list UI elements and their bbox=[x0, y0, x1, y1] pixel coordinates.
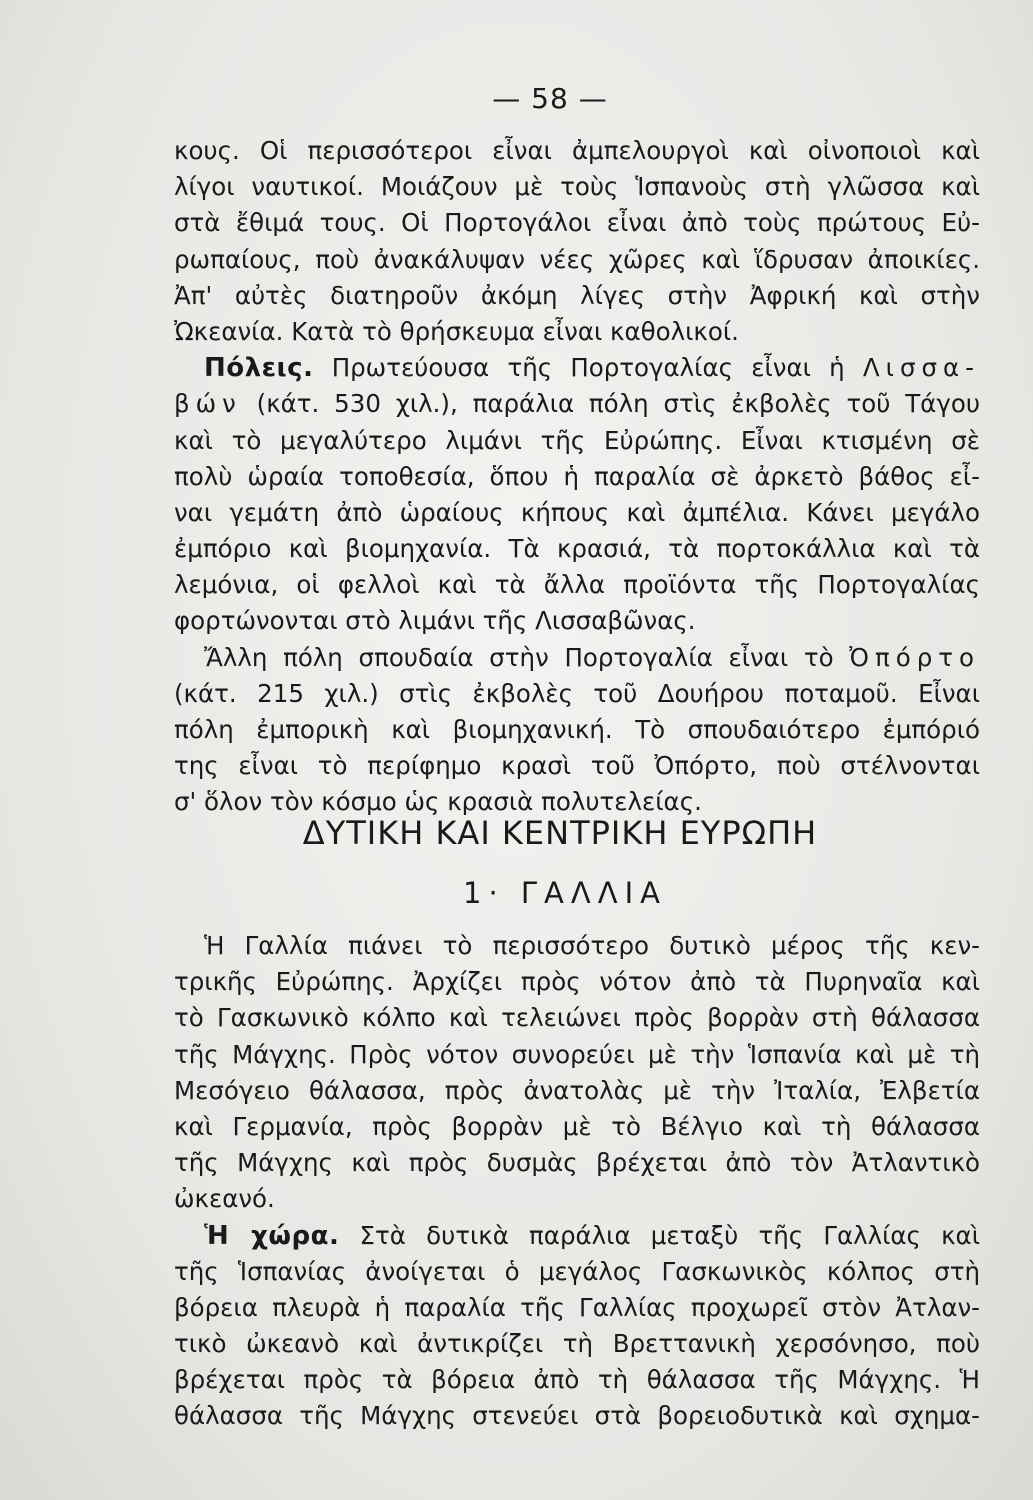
text-line: ναι γεμάτη ἀπὸ ὡραίους κήπους καὶ ἀμπέλια. Κάνει μεγάλο bbox=[174, 497, 980, 527]
text-line: στὰ ἔθιμά τους. Οἱ Πορτογάλοι εἶναι ἀπὸ τοὺς πρώτους Εὐ- bbox=[174, 208, 980, 238]
text-line bbox=[174, 350, 980, 386]
text-line: της εἶναι τὸ περίφημο κρασὶ τοῦ Ὀπόρτο, ποὺ στέλνονται bbox=[174, 751, 980, 781]
france-section bbox=[174, 928, 980, 1435]
text-line: καὶ Γερμανία, πρὸς βορρὰν μὲ τὸ Βέλγιο καὶ τὴ θάλασσα bbox=[174, 1111, 980, 1141]
lisbon-name-cont: βών bbox=[174, 389, 242, 419]
oporto-name: Ὀπόρτο bbox=[849, 642, 980, 672]
text-line: φορτώνονται στὸ λιμάνι τῆς Λισσαβῶνας. bbox=[174, 606, 696, 636]
text-line bbox=[174, 1218, 980, 1254]
section-heading: ΔΥΤΙΚΗ ΚΑΙ ΚΕΝΤΡΙΚΗ ΕΥΡΩΠΗ bbox=[302, 814, 818, 852]
text-line: βόρεια πλευρὰ ἡ παραλία τῆς Γαλλίας προχωρεῖ στὸν Ἀτλαν- bbox=[174, 1292, 980, 1322]
text-line: τρικῆς Εὐρώπης. Ἀρχίζει πρὸς νότον ἀπὸ τὰ Πυρηναῖα καὶ bbox=[174, 967, 980, 997]
country-label: Ἡ χώρα. bbox=[204, 1220, 340, 1251]
cities-label: Πόλεις. bbox=[204, 353, 314, 384]
text-line: λεμόνια, οἱ φελλοὶ καὶ τὰ ἄλλα προϊόντα τῆς Πορτογαλίας bbox=[174, 570, 980, 600]
inline-text: Πρωτεύουσα τῆς Πορτογαλίας εἶναι ἡ bbox=[313, 353, 863, 383]
inline-text: Ἄλλη πόλη σπουδαία στὴν Πορτογαλία εἶναι τὸ bbox=[204, 642, 850, 672]
text-line: τῆς Μάγχης καὶ πρὸς δυσμὰς βρέχεται ἀπὸ τὸν Ἀτλαντικὸ bbox=[174, 1148, 980, 1178]
text-line: Ἡ Γαλλία πιάνει τὸ περισσότερο δυτικὸ μέρος τῆς κεν- bbox=[204, 931, 980, 960]
text-line: Ὠκεανία. Κατὰ τὸ θρήσκευμα εἶναι καθολικοί. bbox=[174, 316, 739, 346]
chapter-heading: 1· ΓΑΛΛΙΑ bbox=[463, 876, 667, 910]
text-line: καὶ τὸ μεγαλύτερο λιμάνι τῆς Εὐρώπης. Εἶναι κτισμένη σὲ bbox=[174, 425, 980, 455]
text-line: τικὸ ὠκεανὸ καὶ ἀντικρίζει τὴ Βρεττανικὴ χερσόνησο, ποὺ bbox=[174, 1329, 980, 1359]
inline-text: Στὰ δυτικὰ παράλια μεταξὺ τῆς Γαλλίας καὶ bbox=[339, 1220, 980, 1250]
text-line: πόλη ἐμπορικὴ καὶ βιομηχανική. Τὸ σπουδαιότερο ἐμπόριό bbox=[174, 715, 980, 744]
portugal-section bbox=[174, 133, 980, 821]
text-line: κους. Οἱ περισσότεροι εἶναι ἀμπελουργοὶ καὶ οἰνοποιοὶ καὶ bbox=[174, 136, 980, 165]
text-line bbox=[174, 640, 980, 676]
text-line: ρωπαίους, ποὺ ἀνακάλυψαν νέες χῶρες καὶ ἵδρυσαν ἀποικίες. bbox=[174, 244, 980, 274]
inline-text: (κάτ. 530 χιλ.), παράλια πόλη στὶς ἐκβολὲς τοῦ Τάγου bbox=[241, 389, 980, 419]
text-line: τῆς Ἱσπανίας ἀνοίγεται ὁ μεγάλος Γασκωνικὸς κόλπος στὴ bbox=[174, 1256, 980, 1286]
lisbon-name: Λισσα- bbox=[862, 353, 980, 383]
text-line: τῆς Μάγχης. Πρὸς νότον συνορεύει μὲ τὴν Ἱσπανία καὶ μὲ τὴ bbox=[174, 1039, 980, 1069]
text-line bbox=[174, 386, 980, 422]
text-line: πολὺ ὡραία τοποθεσία, ὅπου ἡ παραλία σὲ ἀρκετὸ βάθος εἶ- bbox=[174, 461, 980, 491]
text-line: (κάτ. 215 χιλ.) στὶς ἐκβολὲς τοῦ Δουήρου ποταμοῦ. Εἶναι bbox=[174, 678, 980, 708]
text-line: λίγοι ναυτικοί. Μοιάζουν μὲ τοὺς Ἱσπανοὺς στὴ γλῶσσα καὶ bbox=[174, 172, 980, 202]
text-line: σ' ὅλον τὸν κόσμο ὡς κρασιὰ πολυτελείας. bbox=[174, 787, 702, 817]
text-line: Ἀπ' αὐτὲς διατηροῦν ἀκόμη λίγες στὴν Ἀφρική καὶ στὴν bbox=[174, 280, 980, 310]
text-line: βρέχεται πρὸς τὰ βόρεια ἀπὸ τὴ θάλασσα τῆς Μάγχης. Ἡ bbox=[174, 1365, 980, 1395]
page-number: — 58 — bbox=[492, 82, 608, 115]
text-line: θάλασσα τῆς Μάγχης στενεύει στὰ βορειοδυτικὰ καὶ σχημα- bbox=[174, 1401, 980, 1431]
text-line: Μεσόγειο θάλασσα, πρὸς ἀνατολὰς μὲ τὴν Ἰταλία, Ἐλβετία bbox=[174, 1075, 980, 1105]
text-line: ὠκεανό. bbox=[174, 1184, 275, 1214]
text-line: τὸ Γασκωνικὸ κόλπο καὶ τελειώνει πρὸς βορρὰν στὴ θάλασσα bbox=[174, 1003, 980, 1033]
text-line: ἐμπόριο καὶ βιομηχανία. Τὰ κρασιά, τὰ πορτοκάλλια καὶ τὰ bbox=[174, 534, 980, 564]
